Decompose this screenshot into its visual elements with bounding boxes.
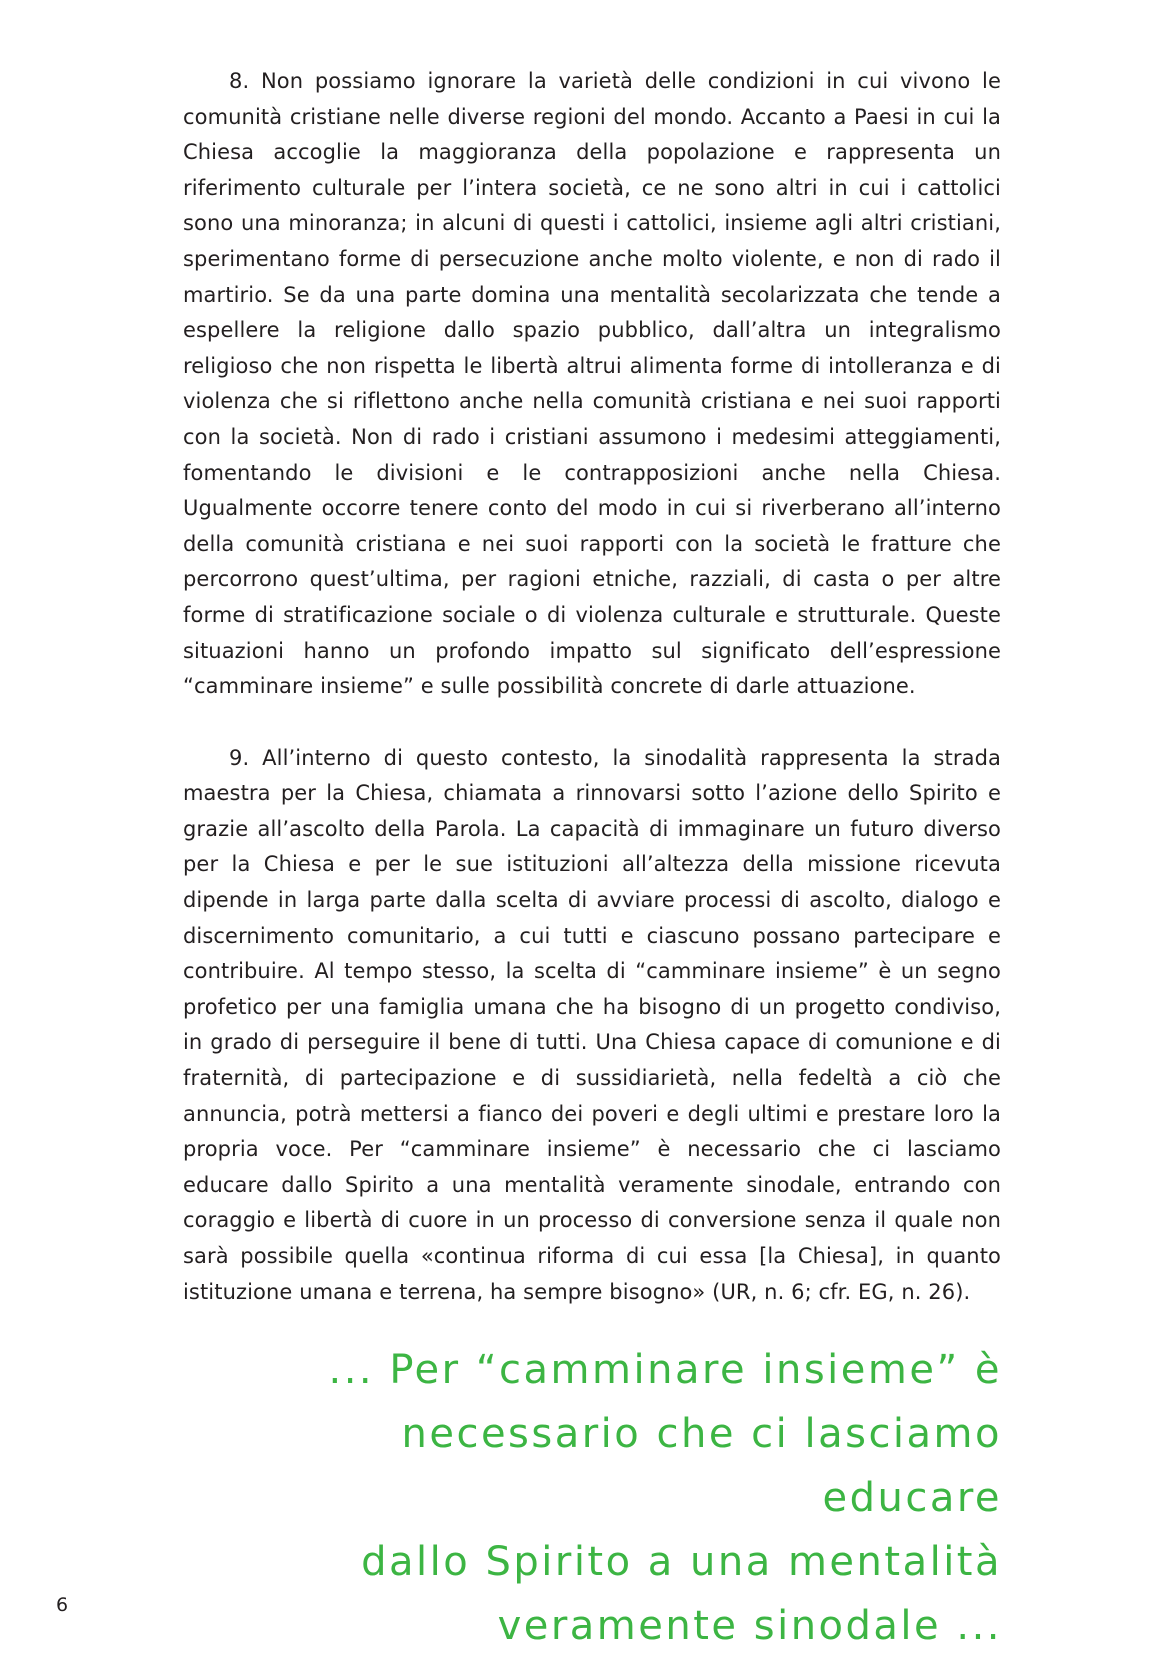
pull-quote xyxy=(242,1338,1002,1658)
pull-quote-line: veramente sinodale ... xyxy=(497,1603,1002,1649)
paragraph-8: 8. Non possiamo ignorare la varietà delle condizioni in cui vivono le comunità cristiane nelle diverse regioni del mondo. Accanto a Paesi in cui la Chiesa accoglie la maggioranza della popolazione e rappresenta un riferimento culturale per l’intera società, ce ne sono altri in cui i cattolici sono una minoranza; in alcuni di questi i cattolici, insieme agli altri cristiani, sperimentano forme di persecuzione anche molto violente, e non di rado il martirio. Se da una parte domina una mentalità secolarizzata che tende a espellere la religione dallo spazio pubblico, dall’altra un integralismo religioso che non rispetta le libertà altrui alimenta forme di intolleranza e di violenza che si riflettono anche nella comunità cristiana e nei suoi rapporti con la società. Non di rado i cristiani assumono i medesimi atteggiamenti, fomentando le divisioni e le contrapposizioni anche nella Chiesa. Ugualmente occorre tenere conto del modo in cui si riverberano all’interno della comunità cristiana e nei suoi rapporti con la società le fratture che percorrono quest’ultima, per ragioni etniche, razziali, di casta o per altre forme di stratificazione sociale o di violenza culturale e strutturale. Queste situazioni hanno un profondo impatto sul significato dell’espressione “camminare insieme” e sulle possibilità concrete di darle attuazione. xyxy=(183,69,1001,699)
body-text xyxy=(183,64,1001,1310)
pull-quote-line: ... Per “camminare insieme” è xyxy=(328,1347,1002,1393)
pull-quote-line: dallo Spirito a una mentalità xyxy=(361,1539,1002,1585)
page-number: 6 xyxy=(56,1594,69,1616)
pull-quote-line: necessario che ci lasciamo educare xyxy=(401,1411,1002,1521)
paragraph-9: 9. All’interno di questo contesto, la sinodalità rappresenta la strada maestra per la Chiesa, chiamata a rinnovarsi sotto l’azione dello Spirito e grazie all’ascolto della Parola. La capacità di immaginare un futuro diverso per la Chiesa e per le sue istituzioni all’altezza della missione ricevuta dipende in larga parte dalla scelta di avviare processi di ascolto, dialogo e discernimento comunitario, a cui tutti e ciascuno possano partecipare e contribuire. Al tempo stesso, la scelta di “camminare insieme” è un segno profetico per una famiglia umana che ha bisogno di un progetto condiviso, in grado di perseguire il bene di tutti. Una Chiesa capace di comunione e di fraternità, di partecipazione e di sussidiarietà, nella fedeltà a ciò che annuncia, potrà mettersi a fianco dei poveri e degli ultimi e prestare loro la propria voce. Per “camminare insieme” è necessario che ci lasciamo educare dallo Spirito a una mentalità veramente sinodale, entrando con coraggio e libertà di cuore in un processo di conversione senza il quale non sarà possibile quella «continua riforma di cui essa [la Chiesa], in quanto istituzione umana e terrena, ha sempre bisogno» (UR, n. 6; cfr. EG, n. 26). xyxy=(183,745,1001,1304)
